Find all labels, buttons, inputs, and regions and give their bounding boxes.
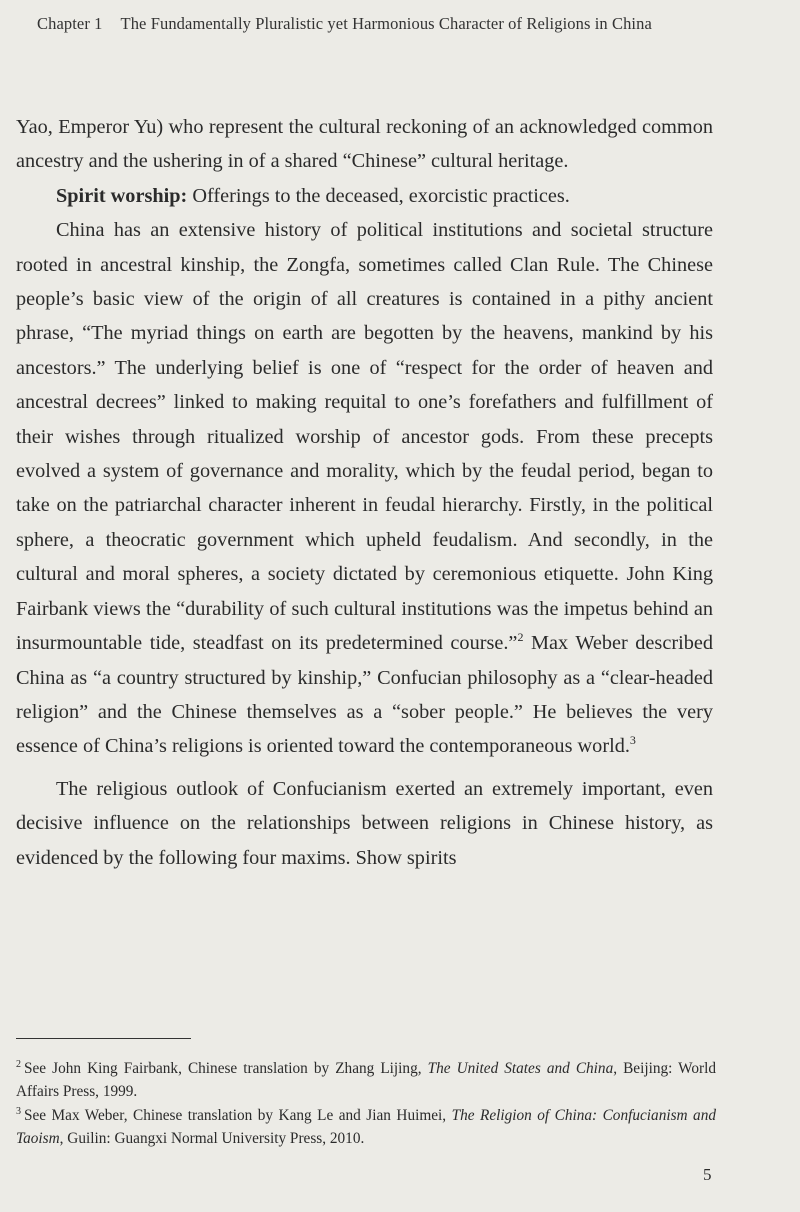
chapter-title: The Fundamentally Pluralistic yet Harmonious Character of Religions in China <box>120 14 652 33</box>
paragraph-3 <box>16 213 713 764</box>
footnote-2-text: See John King Fairbank, Chinese translation by Zhang Lijing, <box>24 1060 428 1077</box>
body-text <box>16 110 713 875</box>
footnote-2-title: The United States and China <box>427 1060 614 1077</box>
footnote-3-publisher: , Guilin: Guangxi Normal University Press, 2010. <box>59 1129 365 1147</box>
footnote-3-title: The Religion of China: Confucianism and Taoism <box>16 1107 717 1147</box>
footnote-ref-2[interactable]: 2 <box>517 630 524 645</box>
footnote-3-text: See Max Weber, Chinese translation by Kang Le and Jian Huimei, <box>24 1107 452 1124</box>
running-head <box>37 14 652 34</box>
chapter-label: Chapter 1 <box>37 14 103 33</box>
footnote-3 <box>16 1105 716 1150</box>
paragraph-1: Yao, Emperor Yu) who represent the cultural reckoning of an acknowledged common ancestry and the ushering in of a shared “Chinese” cultural heritage. <box>16 116 713 173</box>
footnote-3-number: 3 <box>16 1106 21 1117</box>
footnote-2 <box>16 1058 716 1103</box>
paragraph-3-part-b: Max Weber described China as “a country structured by kinship,” Confucian philosophy as a “clear-headed religion” and the Chinese themselves as a “sober people.” He believes the very essence of China’s religions is oriented toward the contemporaneous world. <box>16 632 713 758</box>
paragraph-spirit-worship <box>16 179 713 213</box>
footnote-2-number: 2 <box>16 1059 21 1070</box>
paragraph-4: The religious outlook of Confucianism exerted an extremely important, even decisive influence on the relationships between religions in Chinese history, as evidenced by the following four maxims. Show spirits <box>16 777 713 869</box>
page-number: 5 <box>703 1165 712 1184</box>
footnote-divider <box>16 1038 191 1039</box>
spirit-worship-text: Offerings to the deceased, exorcistic practices. <box>187 184 570 207</box>
footnote-2-publisher: , Beijing: World Affairs Press, 1999. <box>16 1060 716 1100</box>
footnote-ref-3[interactable]: 3 <box>629 733 636 748</box>
footnotes <box>16 1058 716 1152</box>
paragraph-3-part-a: China has an extensive history of political institutions and societal structure rooted in ancestral kinship, the Zongfa, sometimes called Clan Rule. The Chinese people’s basic view of the origin of all creatures is contained in a pithy ancient phrase, “The myriad things on earth are begotten by the heavens, mankind by his ancestors.” The underlying belief is one of “respect for the order of heaven and ancestral decrees” linked to making requital to one’s forefathers and fulfillment of their wishes through ritualized worship of ancestor gods. From these precepts evolved a system of governance and morality, which by the feudal period, began to take on the patriarchal character inherent in feudal hierarchy. Firstly, in the political sphere, a theocratic government which upheld feudalism. And secondly, in the cultural and moral spheres, a society dictated by ceremonious etiquette. John King Fairbank views the “durability of such cultural institutions was the impetus behind an insurmountable tide, steadfast on its predetermined course.” <box>16 219 713 655</box>
spirit-worship-label: Spirit worship: <box>56 184 188 207</box>
